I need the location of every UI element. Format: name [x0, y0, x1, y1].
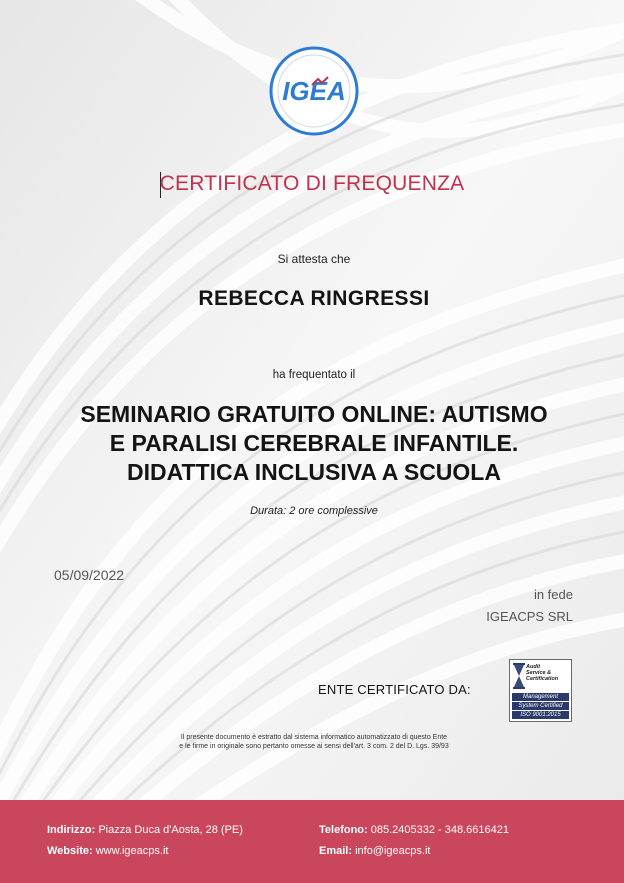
course-duration: Durata: 2 ore complessive — [250, 505, 378, 517]
address-value: Piazza Duca d'Aosta, 28 (PE) — [98, 824, 243, 836]
footer — [0, 800, 624, 883]
certified-by-label: ENTE CERTIFICATO DA: — [318, 682, 471, 697]
certificate-title: CERTIFICATO DI FREQUENZA — [159, 172, 465, 195]
badge-line: System Certified — [512, 702, 569, 710]
disclaimer-line: Il presente documento è estratto dal sistema informatico automatizzato di questo Ente — [180, 734, 448, 741]
footer-email — [319, 845, 430, 857]
footer-website — [47, 845, 168, 857]
badge-line: Management — [512, 693, 569, 701]
course-title — [40, 400, 588, 487]
course-title-line: SEMINARIO GRATUITO ONLINE: AUTISMO — [80, 401, 548, 427]
issuer-company: IGEACPS SRL — [486, 609, 573, 624]
badge-line: ISO 9001:2015 — [512, 711, 569, 719]
phone-label: Telefono: — [319, 824, 368, 836]
website-link[interactable]: www.igeacps.it — [95, 845, 169, 857]
logo-text: IGEA — [282, 76, 346, 106]
phone-value: 085.2405332 - 348.6616421 — [370, 824, 509, 836]
course-title-line: E PARALISI CEREBRALE INFANTILE. — [109, 430, 519, 456]
certificate-date: 05/09/2022 — [54, 567, 125, 583]
footer-phone — [319, 824, 509, 836]
iso-certification-badge — [509, 659, 572, 722]
address-label: Indirizzo: — [47, 824, 96, 836]
website-label: Website: — [47, 845, 93, 857]
email-link[interactable]: info@igeacps.it — [355, 845, 431, 857]
badge-line: Service & — [526, 670, 552, 676]
badge-line: Audit — [526, 664, 541, 670]
disclaimer-line: e le firme in originale sono pertanto omesse ai sensi dell'art. 3 com. 2 del D. Lgs. 39/93 — [179, 743, 449, 750]
legal-disclaimer — [0, 733, 624, 751]
attesta-text: Si attesta che — [277, 252, 351, 266]
in-fede-text: in fede — [533, 587, 573, 602]
email-label: Email: — [319, 845, 353, 857]
badge-line: Certification — [526, 676, 559, 682]
course-title-line: DIDATTICA INCLUSIVA A SCUOLA — [127, 459, 501, 485]
footer-address — [47, 824, 243, 836]
attended-text: ha frequentato il — [272, 369, 356, 381]
recipient-name: REBECCA RINGRESSI — [198, 287, 430, 310]
igea-logo — [268, 45, 360, 137]
